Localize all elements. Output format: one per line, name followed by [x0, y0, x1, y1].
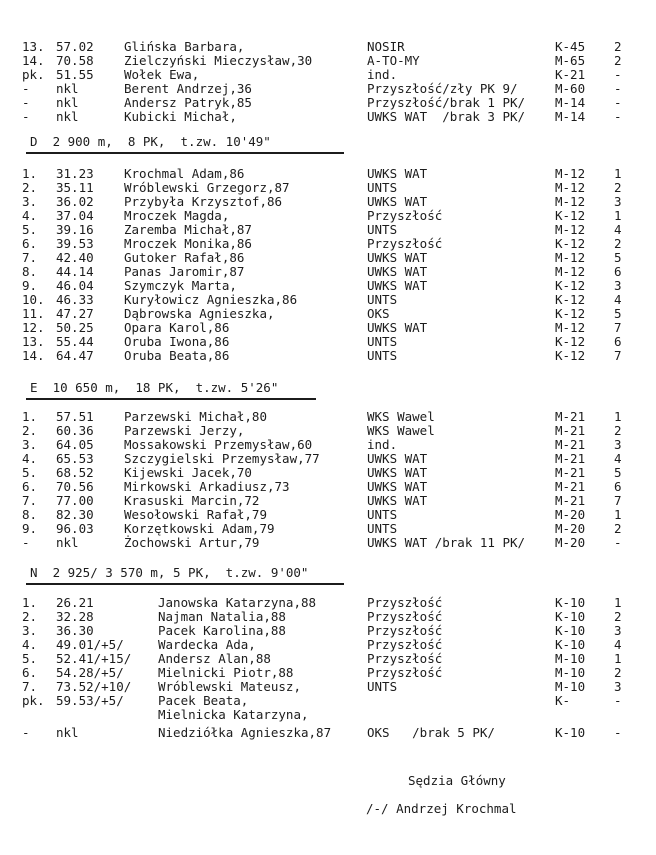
result-row	[0, 293, 656, 307]
result-row	[0, 610, 656, 624]
name-cell: Mirkowski Arkadiusz,73	[124, 479, 290, 494]
result-row	[0, 522, 656, 536]
result-row	[0, 223, 656, 237]
category-place-cell: 7	[614, 320, 622, 335]
result-row	[0, 452, 656, 466]
name-cell: Zaremba Michał,87	[124, 222, 252, 237]
name-cell: Janowska Katarzyna,88	[158, 595, 317, 610]
category-place-cell: 6	[614, 334, 622, 349]
name-cell: Żochowski Artur,79	[124, 535, 260, 550]
category-place-cell: 1	[614, 507, 622, 522]
place-cell: 7.	[22, 493, 38, 508]
place-cell: 2.	[22, 609, 38, 624]
club-cell: Przyszłość/zły PK 9/	[367, 81, 518, 96]
result-row	[0, 251, 656, 265]
time-cell: nkl	[56, 109, 79, 124]
place-cell: 4.	[22, 451, 38, 466]
place-cell: -	[22, 95, 30, 110]
name-cell: Andersz Patryk,85	[124, 95, 252, 110]
name-cell: Mielnicka Katarzyna,	[158, 707, 309, 722]
place-cell: -	[22, 725, 30, 740]
time-cell: 70.58	[56, 53, 94, 68]
name-cell: Szczygielski Przemysław,77	[124, 451, 320, 466]
category-cell: M-10	[555, 665, 586, 680]
result-row	[0, 508, 656, 522]
club-cell: UWKS WAT	[367, 451, 428, 466]
time-cell: 70.56	[56, 479, 94, 494]
category-place-cell: 3	[614, 679, 622, 694]
result-row	[0, 349, 656, 363]
name-cell: Zielczyński Mieczysław,30	[124, 53, 313, 68]
category-place-cell: 3	[614, 623, 622, 638]
club-cell: UNTS	[367, 679, 398, 694]
category-place-cell: 2	[614, 180, 622, 195]
place-cell: 6.	[22, 479, 38, 494]
time-cell: 50.25	[56, 320, 94, 335]
result-row	[0, 708, 656, 722]
category-cell: M-14	[555, 95, 586, 110]
category-place-cell: -	[614, 693, 622, 708]
result-row	[0, 110, 656, 124]
club-cell: UWKS WAT	[367, 250, 428, 265]
club-cell: A-TO-MY	[367, 53, 420, 68]
place-cell: 14.	[22, 348, 45, 363]
time-cell: 36.30	[56, 623, 94, 638]
name-cell: Wardecka Ada,	[158, 637, 256, 652]
result-row	[0, 424, 656, 438]
category-place-cell: 1	[614, 166, 622, 181]
time-cell: 52.41/+15/	[56, 651, 132, 666]
result-row	[0, 494, 656, 508]
result-row	[0, 40, 656, 54]
category-place-cell: -	[614, 67, 622, 82]
place-cell: 13.	[22, 334, 45, 349]
category-place-cell: 6	[614, 479, 622, 494]
place-cell: -	[22, 535, 30, 550]
name-cell: Szymczyk Marta,	[124, 278, 237, 293]
result-row	[0, 480, 656, 494]
club-cell: UNTS	[367, 348, 398, 363]
place-cell: 10.	[22, 292, 45, 307]
name-cell: Kuryłowicz Agnieszka,86	[124, 292, 298, 307]
name-cell: Przybyła Krzysztof,86	[124, 194, 283, 209]
name-cell: Niedziółka Agnieszka,87	[158, 725, 332, 740]
name-cell: Mossakowski Przemysław,60	[124, 437, 313, 452]
category-cell: M-21	[555, 493, 586, 508]
name-cell: Najman Natalia,88	[158, 609, 286, 624]
category-place-cell: 1	[614, 595, 622, 610]
section-header: E 10 650 m, 18 PK, t.zw. 5'26"	[30, 380, 279, 395]
name-cell: Mroczek Monika,86	[124, 236, 252, 251]
name-cell: Wróblewski Grzegorz,87	[124, 180, 290, 195]
judge-title: Sędzia Główny	[408, 773, 506, 788]
name-cell: Korzętkowski Adam,79	[124, 521, 275, 536]
category-cell: M-21	[555, 409, 586, 424]
place-cell: 9.	[22, 521, 38, 536]
name-cell: Kubicki Michał,	[124, 109, 237, 124]
club-cell: WKS Wawel	[367, 423, 435, 438]
time-cell: 39.16	[56, 222, 94, 237]
section-underline	[26, 583, 344, 585]
category-cell: M-12	[555, 222, 586, 237]
category-cell: M-20	[555, 521, 586, 536]
result-row	[0, 68, 656, 82]
category-cell: K-12	[555, 236, 586, 251]
category-place-cell: 1	[614, 208, 622, 223]
time-cell: 47.27	[56, 306, 94, 321]
place-cell: 4.	[22, 637, 38, 652]
place-cell: 8.	[22, 264, 38, 279]
place-cell: 5.	[22, 222, 38, 237]
category-cell: K-12	[555, 306, 586, 321]
place-cell: 3.	[22, 623, 38, 638]
category-cell: M-21	[555, 479, 586, 494]
club-cell: Przyszłość	[367, 651, 443, 666]
time-cell: 51.55	[56, 67, 94, 82]
club-cell: UWKS WAT	[367, 493, 428, 508]
place-cell: 1.	[22, 409, 38, 424]
place-cell: 12.	[22, 320, 45, 335]
place-cell: -	[22, 109, 30, 124]
club-cell: UWKS WAT	[367, 278, 428, 293]
category-cell: M-12	[555, 166, 586, 181]
result-row	[0, 307, 656, 321]
result-row	[0, 438, 656, 452]
time-cell: nkl	[56, 535, 79, 550]
name-cell: Oruba Beata,86	[124, 348, 230, 363]
time-cell: 59.53/+5/	[56, 693, 124, 708]
result-row	[0, 265, 656, 279]
place-cell: 9.	[22, 278, 38, 293]
place-cell: 2.	[22, 180, 38, 195]
category-cell: M-14	[555, 109, 586, 124]
time-cell: nkl	[56, 725, 79, 740]
club-cell: UWKS WAT	[367, 320, 428, 335]
club-cell: Przyszłość	[367, 637, 443, 652]
time-cell: 55.44	[56, 334, 94, 349]
club-cell: UNTS	[367, 507, 398, 522]
name-cell: Pacek Karolina,88	[158, 623, 286, 638]
time-cell: nkl	[56, 95, 79, 110]
place-cell: pk.	[22, 67, 45, 82]
result-row	[0, 237, 656, 251]
category-cell: K-	[555, 693, 571, 708]
time-cell: 64.05	[56, 437, 94, 452]
time-cell: 46.33	[56, 292, 94, 307]
result-row	[0, 335, 656, 349]
club-cell: UWKS WAT	[367, 465, 428, 480]
place-cell: 7.	[22, 679, 38, 694]
name-cell: Krasuski Marcin,72	[124, 493, 260, 508]
place-cell: pk.	[22, 693, 45, 708]
name-cell: Krochmal Adam,86	[124, 166, 245, 181]
time-cell: 73.52/+10/	[56, 679, 132, 694]
place-cell: 6.	[22, 236, 38, 251]
result-row	[0, 536, 656, 550]
category-cell: M-21	[555, 423, 586, 438]
name-cell: Oruba Iwona,86	[124, 334, 230, 349]
section-underline	[26, 398, 316, 400]
place-cell: 5.	[22, 465, 38, 480]
category-place-cell: 4	[614, 222, 622, 237]
category-cell: K-12	[555, 208, 586, 223]
section-header: D 2 900 m, 8 PK, t.zw. 10'49"	[30, 134, 271, 149]
category-place-cell: 3	[614, 278, 622, 293]
category-place-cell: 2	[614, 609, 622, 624]
category-place-cell: 3	[614, 194, 622, 209]
club-cell: OKS /brak 5 PK/	[367, 725, 495, 740]
category-cell: K-10	[555, 609, 586, 624]
time-cell: 37.04	[56, 208, 94, 223]
name-cell: Parzewski Michał,80	[124, 409, 267, 424]
time-cell: 49.01/+5/	[56, 637, 124, 652]
category-cell: M-12	[555, 180, 586, 195]
time-cell: 96.03	[56, 521, 94, 536]
category-place-cell: 3	[614, 437, 622, 452]
category-place-cell: 1	[614, 651, 622, 666]
category-cell: M-12	[555, 264, 586, 279]
result-row	[0, 638, 656, 652]
result-row	[0, 321, 656, 335]
name-cell: Wesołowski Rafał,79	[124, 507, 267, 522]
category-cell: K-10	[555, 595, 586, 610]
result-row	[0, 596, 656, 610]
club-cell: UNTS	[367, 521, 398, 536]
category-place-cell: 6	[614, 264, 622, 279]
place-cell: 4.	[22, 208, 38, 223]
category-place-cell: 2	[614, 236, 622, 251]
place-cell: -	[22, 81, 30, 96]
place-cell: 1.	[22, 166, 38, 181]
category-cell: M-12	[555, 250, 586, 265]
name-cell: Opara Karol,86	[124, 320, 230, 335]
club-cell: UWKS WAT	[367, 194, 428, 209]
category-place-cell: 2	[614, 39, 622, 54]
result-row	[0, 279, 656, 293]
category-cell: K-12	[555, 278, 586, 293]
category-cell: K-45	[555, 39, 586, 54]
club-cell: Przyszłość/brak 1 PK/	[367, 95, 526, 110]
category-cell: K-12	[555, 348, 586, 363]
club-cell: Przyszłość	[367, 623, 443, 638]
time-cell: 39.53	[56, 236, 94, 251]
place-cell: 3.	[22, 194, 38, 209]
category-cell: K-21	[555, 67, 586, 82]
section-header: N 2 925/ 3 570 m, 5 PK, t.zw. 9'00"	[30, 565, 309, 580]
club-cell: UWKS WAT	[367, 264, 428, 279]
name-cell: Mielnicki Piotr,88	[158, 665, 294, 680]
time-cell: 35.11	[56, 180, 94, 195]
result-row	[0, 209, 656, 223]
category-cell: K-10	[555, 637, 586, 652]
category-cell: K-10	[555, 725, 586, 740]
place-cell: 7.	[22, 250, 38, 265]
result-row	[0, 680, 656, 694]
result-row	[0, 624, 656, 638]
time-cell: 77.00	[56, 493, 94, 508]
place-cell: 1.	[22, 595, 38, 610]
category-cell: M-20	[555, 535, 586, 550]
club-cell: OKS	[367, 306, 390, 321]
result-row	[0, 410, 656, 424]
category-place-cell: -	[614, 535, 622, 550]
place-cell: 11.	[22, 306, 45, 321]
club-cell: ind.	[367, 437, 398, 452]
result-row	[0, 726, 656, 740]
result-row	[0, 181, 656, 195]
time-cell: 82.30	[56, 507, 94, 522]
club-cell: UWKS WAT	[367, 479, 428, 494]
category-cell: M-21	[555, 451, 586, 466]
category-place-cell: 4	[614, 637, 622, 652]
club-cell: WKS Wawel	[367, 409, 435, 424]
result-row	[0, 652, 656, 666]
time-cell: 31.23	[56, 166, 94, 181]
category-cell: K-12	[555, 292, 586, 307]
time-cell: 46.04	[56, 278, 94, 293]
club-cell: UNTS	[367, 292, 398, 307]
time-cell: 32.28	[56, 609, 94, 624]
category-place-cell: 5	[614, 250, 622, 265]
category-place-cell: -	[614, 725, 622, 740]
category-cell: K-12	[555, 334, 586, 349]
category-cell: M-20	[555, 507, 586, 522]
time-cell: 42.40	[56, 250, 94, 265]
club-cell: Przyszłość	[367, 665, 443, 680]
category-place-cell: -	[614, 81, 622, 96]
name-cell: Glińska Barbara,	[124, 39, 245, 54]
time-cell: 65.53	[56, 451, 94, 466]
name-cell: Andersz Alan,88	[158, 651, 271, 666]
category-place-cell: -	[614, 109, 622, 124]
name-cell: Kijewski Jacek,70	[124, 465, 252, 480]
club-cell: Przyszłość	[367, 236, 443, 251]
category-cell: M-10	[555, 651, 586, 666]
place-cell: 13.	[22, 39, 45, 54]
time-cell: 60.36	[56, 423, 94, 438]
category-cell: M-21	[555, 437, 586, 452]
category-place-cell: 2	[614, 665, 622, 680]
club-cell: UWKS WAT /brak 3 PK/	[367, 109, 526, 124]
category-place-cell: 7	[614, 348, 622, 363]
place-cell: 5.	[22, 651, 38, 666]
name-cell: Gutoker Rafał,86	[124, 250, 245, 265]
category-cell: M-12	[555, 320, 586, 335]
time-cell: 54.28/+5/	[56, 665, 124, 680]
club-cell: UWKS WAT	[367, 166, 428, 181]
category-place-cell: 2	[614, 53, 622, 68]
name-cell: Mroczek Magda,	[124, 208, 230, 223]
place-cell: 3.	[22, 437, 38, 452]
result-row	[0, 466, 656, 480]
place-cell: 2.	[22, 423, 38, 438]
place-cell: 6.	[22, 665, 38, 680]
time-cell: 57.51	[56, 409, 94, 424]
section-underline	[26, 152, 344, 154]
name-cell: Pacek Beata,	[158, 693, 249, 708]
name-cell: Berent Andrzej,36	[124, 81, 252, 96]
result-row	[0, 195, 656, 209]
category-place-cell: 2	[614, 423, 622, 438]
time-cell: 68.52	[56, 465, 94, 480]
club-cell: Przyszłość	[367, 208, 443, 223]
place-cell: 14.	[22, 53, 45, 68]
category-place-cell: 4	[614, 292, 622, 307]
category-cell: M-21	[555, 465, 586, 480]
result-row	[0, 82, 656, 96]
category-cell: M-60	[555, 81, 586, 96]
place-cell: 8.	[22, 507, 38, 522]
name-cell: Panas Jaromir,87	[124, 264, 245, 279]
category-cell: M-10	[555, 679, 586, 694]
result-row	[0, 96, 656, 110]
category-place-cell: 5	[614, 465, 622, 480]
club-cell: ind.	[367, 67, 398, 82]
result-row	[0, 694, 656, 708]
time-cell: 57.02	[56, 39, 94, 54]
category-place-cell: 4	[614, 451, 622, 466]
result-row	[0, 54, 656, 68]
category-place-cell: 1	[614, 409, 622, 424]
time-cell: 36.02	[56, 194, 94, 209]
category-cell: K-10	[555, 623, 586, 638]
club-cell: Przyszłość	[367, 595, 443, 610]
time-cell: 26.21	[56, 595, 94, 610]
category-place-cell: 7	[614, 493, 622, 508]
club-cell: Przyszłość	[367, 609, 443, 624]
time-cell: nkl	[56, 81, 79, 96]
club-cell: NOSIR	[367, 39, 405, 54]
name-cell: Wróblewski Mateusz,	[158, 679, 301, 694]
time-cell: 64.47	[56, 348, 94, 363]
result-row	[0, 167, 656, 181]
name-cell: Wołek Ewa,	[124, 67, 200, 82]
club-cell: UNTS	[367, 222, 398, 237]
judge-signature: /-/ Andrzej Krochmal	[366, 801, 517, 816]
time-cell: 44.14	[56, 264, 94, 279]
category-cell: M-65	[555, 53, 586, 68]
club-cell: UNTS	[367, 334, 398, 349]
category-place-cell: 5	[614, 306, 622, 321]
club-cell: UNTS	[367, 180, 398, 195]
category-place-cell: -	[614, 95, 622, 110]
category-place-cell: 2	[614, 521, 622, 536]
name-cell: Dąbrowska Agnieszka,	[124, 306, 275, 321]
category-cell: M-12	[555, 194, 586, 209]
club-cell: UWKS WAT /brak 11 PK/	[367, 535, 526, 550]
result-row	[0, 666, 656, 680]
name-cell: Parzewski Jerzy,	[124, 423, 245, 438]
